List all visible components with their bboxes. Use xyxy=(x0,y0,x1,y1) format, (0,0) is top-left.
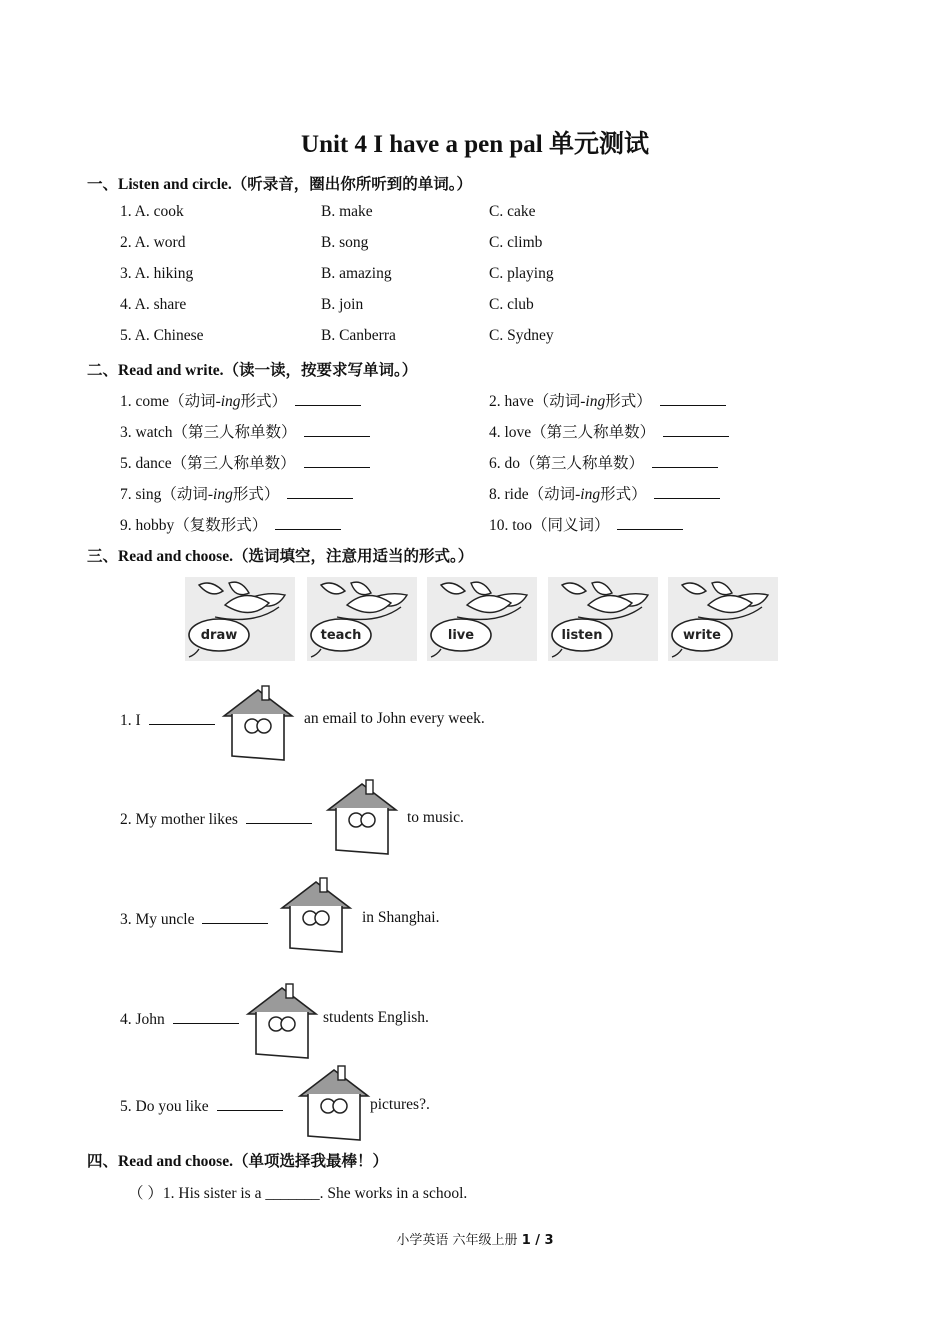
sentence-4: 4. John xyxy=(120,1009,239,1029)
write-item: 3. watch（第三人称单数） xyxy=(120,420,370,442)
word-card-live xyxy=(427,577,537,661)
leaf-icon xyxy=(427,577,537,661)
write-item: 5. dance（第三人称单数） xyxy=(120,451,370,473)
sentence-1-end: an email to John every week. xyxy=(304,710,485,727)
write-item: 2. have（动词-ing形式） xyxy=(489,389,726,411)
option-b: B. amazing xyxy=(321,265,392,282)
section1-heading: 一、Listen and circle.（听录音，圈出你所听到的单词。） xyxy=(87,176,473,193)
answer-blank[interactable] xyxy=(149,710,215,725)
answer-blank[interactable] xyxy=(217,1096,283,1111)
option-b: B. song xyxy=(321,234,369,251)
option-a: 3. A. hiking xyxy=(120,265,194,282)
option-a: 2. A. word xyxy=(120,234,186,251)
leaf-icon xyxy=(185,577,295,661)
answer-blank[interactable] xyxy=(202,909,268,924)
house-icon xyxy=(294,1064,374,1144)
write-item: 1. come（动词-ing形式） xyxy=(120,389,361,411)
option-a: 1. A. cook xyxy=(120,203,184,220)
answer-blank[interactable] xyxy=(660,391,726,406)
leaf-icon xyxy=(548,577,658,661)
answer-blank[interactable] xyxy=(275,515,341,530)
option-b: B. Canberra xyxy=(321,327,396,344)
sentence-3: 3. My uncle xyxy=(120,909,268,929)
option-c: C. climb xyxy=(489,234,543,251)
write-item: 10. too（同义词） xyxy=(489,513,683,535)
option-b: B. make xyxy=(321,203,373,220)
sentence-1: 1. I xyxy=(120,710,215,730)
answer-blank[interactable] xyxy=(304,453,370,468)
word-card-listen xyxy=(548,577,658,661)
sentence-2: 2. My mother likes xyxy=(120,809,312,829)
answer-blank[interactable] xyxy=(287,484,353,499)
option-c: C. playing xyxy=(489,265,554,282)
leaf-icon xyxy=(668,577,778,661)
house-icon xyxy=(242,982,322,1062)
word-card-teach xyxy=(307,577,417,661)
page-footer xyxy=(0,1229,950,1248)
sentence-3-end: in Shanghai. xyxy=(362,909,440,926)
word-card-draw xyxy=(185,577,295,661)
sentence-4-end: students English. xyxy=(323,1009,429,1026)
sentence-5: 5. Do you like xyxy=(120,1096,283,1116)
answer-blank[interactable] xyxy=(173,1009,239,1024)
house-icon xyxy=(322,778,402,858)
svg-text:write: write xyxy=(683,628,721,643)
answer-blank[interactable] xyxy=(652,453,718,468)
leaf-icon xyxy=(307,577,417,661)
page-title: Unit 4 I have a pen pal 单元测试 xyxy=(301,131,649,158)
answer-blank[interactable] xyxy=(617,515,683,530)
svg-text:listen: listen xyxy=(561,628,603,643)
section2-heading: 二、Read and write.（读一读，按要求写单词。） xyxy=(87,362,418,379)
word-card-write xyxy=(668,577,778,661)
sentence-2-end: to music. xyxy=(407,809,464,826)
svg-text:teach: teach xyxy=(320,628,362,643)
answer-blank[interactable] xyxy=(246,809,312,824)
write-item: 4. love（第三人称单数） xyxy=(489,420,729,442)
write-item: 8. ride（动词-ing形式） xyxy=(489,482,720,504)
write-item: 9. hobby（复数形式） xyxy=(120,513,341,535)
option-a: 5. A. Chinese xyxy=(120,327,204,344)
svg-text:draw: draw xyxy=(200,628,238,643)
option-a: 4. A. share xyxy=(120,296,187,313)
write-item: 6. do（第三人称单数） xyxy=(489,451,718,473)
option-c: C. Sydney xyxy=(489,327,554,344)
sentence-5-end: pictures?. xyxy=(370,1096,430,1113)
option-b: B. join xyxy=(321,296,364,313)
answer-blank[interactable] xyxy=(663,422,729,437)
house-icon xyxy=(218,684,298,764)
option-c: C. cake xyxy=(489,203,536,220)
page-number: 1 / 3 xyxy=(521,1233,554,1248)
answer-blank[interactable] xyxy=(654,484,720,499)
answer-blank[interactable] xyxy=(295,391,361,406)
section4-heading: 四、Read and choose.（单项选择我最棒！） xyxy=(87,1153,388,1170)
answer-blank[interactable] xyxy=(304,422,370,437)
house-icon xyxy=(276,876,356,956)
write-item: 7. sing（动词-ing形式） xyxy=(120,482,353,504)
svg-text:live: live xyxy=(447,628,475,643)
question-1: （ ）1. His sister is a _______. She works in a school. xyxy=(128,1185,468,1202)
option-c: C. club xyxy=(489,296,534,313)
section3-heading: 三、Read and choose.（选词填空，注意用适当的形式。） xyxy=(87,548,474,565)
footer-text: 小学英语 六年级上册 xyxy=(396,1233,522,1248)
